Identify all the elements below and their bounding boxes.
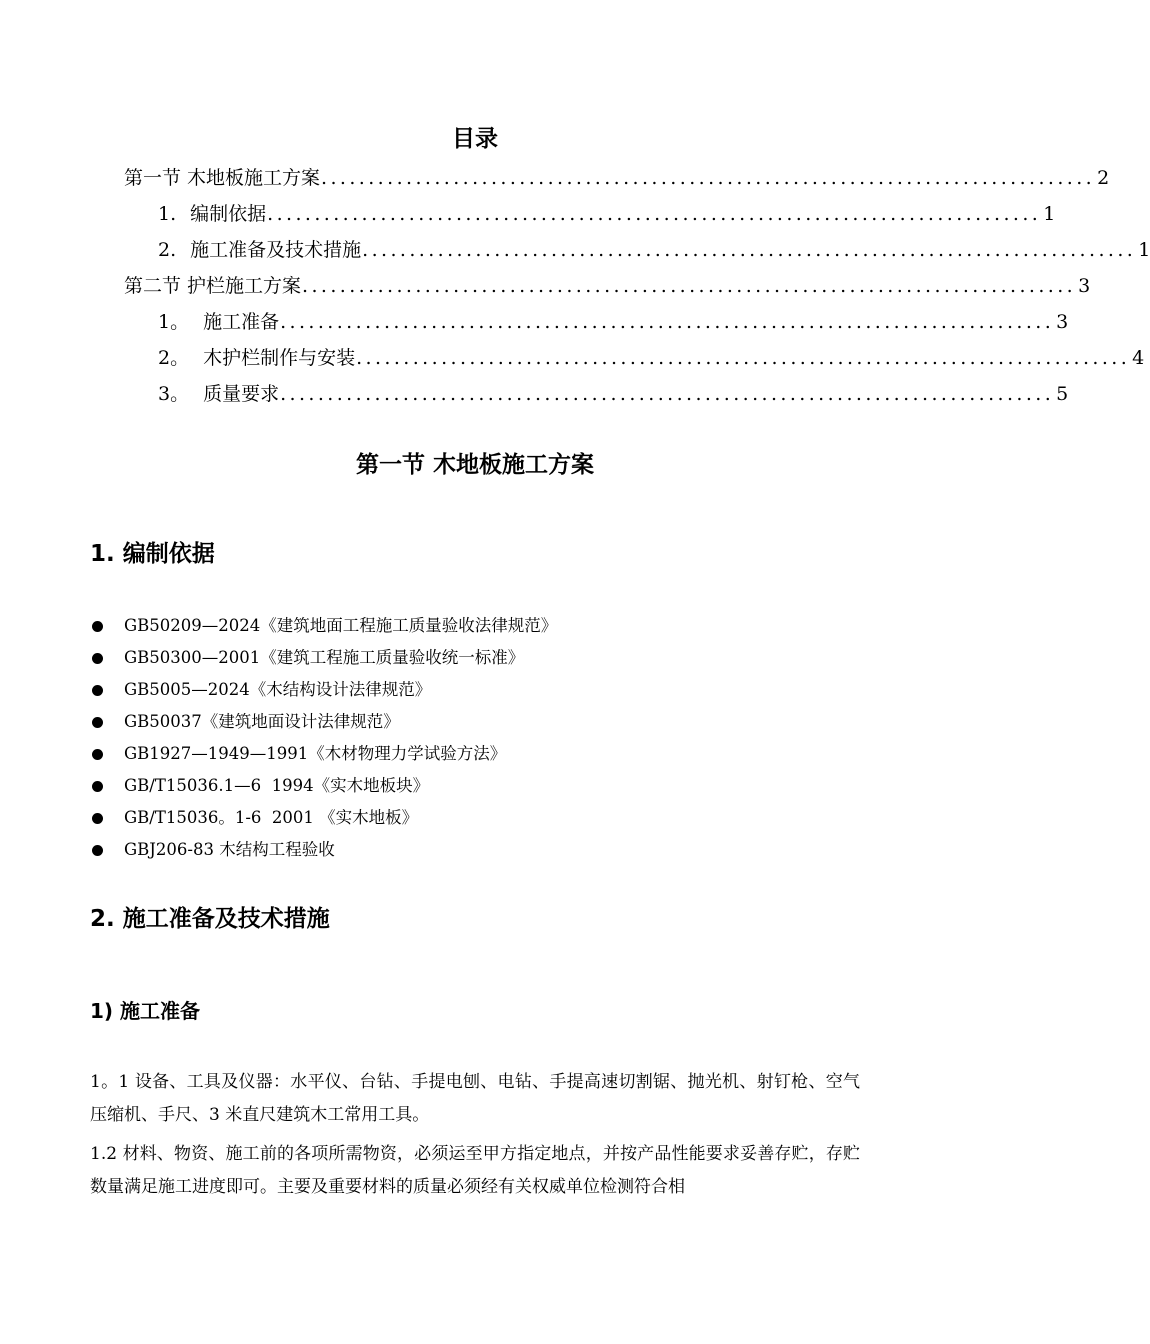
toc-entry-page: 2 [1097,167,1110,189]
bullet-icon [92,781,103,792]
bullet-icon [92,653,103,664]
toc-entry-text: 编制依据 [190,203,267,225]
toc-entry[interactable] [124,268,1091,304]
list-item [90,642,870,674]
standard-text: GB50209—2024《建筑地面工程施工质量验收法律规范》 [124,616,558,635]
toc-leader-dots: .................................................................................. [321,167,1096,189]
toc-entry[interactable] [124,196,1056,232]
list-item [90,610,870,642]
toc-leader-dots: .................................................................................. [280,383,1055,405]
bullet-icon [92,621,103,632]
standard-text: GB50300—2001《建筑工程施工质量验收统一标准》 [124,648,525,667]
list-item [90,834,870,866]
toc-entry-page: 5 [1056,383,1069,405]
toc-entry-number: 3。 [158,383,190,405]
bullet-icon [92,749,103,760]
toc-leader-dots: .................................................................................. [302,275,1077,297]
toc-entry-text: 木护栏制作与安装 [203,347,356,369]
list-item [90,738,870,770]
heading-basis: 1. 编制依据 [90,541,215,567]
standard-text: GB50037《建筑地面设计法律规范》 [124,712,400,731]
list-item [90,674,870,706]
toc-entry[interactable] [124,376,1069,412]
toc-entry-text: 施工准备及技术措施 [190,239,362,261]
standard-text: GB/T15036。1-6 2001 《实木地板》 [124,808,419,827]
paragraph-equipment: 1。1 设备、工具及仪器：水平仪、台钻、手提电刨、电钻、手提高速切割锯、抛光机、射钉枪、空气压缩机、手尺、3 米直尺建筑木工常用工具。 [90,1072,860,1125]
table-of-contents [124,160,1150,412]
list-item [90,802,870,834]
standard-text: GB/T15036.1—6 1994《实木地板块》 [124,776,430,795]
bullet-icon [92,845,103,856]
toc-entry-text: 第二节 护栏施工方案 [124,275,302,297]
bullet-icon [92,685,103,696]
toc-entry-number: 1。 [158,311,190,333]
toc-entry-page: 1 [1138,239,1150,261]
bullet-icon [92,717,103,728]
toc-entry-page: 3 [1078,275,1091,297]
paragraph-materials: 1.2 材料、物资、施工前的各项所需物资，必须运至甲方指定地点，并按产品性能要求妥善存贮，存贮数量满足施工进度即可。主要及重要材料的质量必须经有关权威单位检测符合相 [90,1144,860,1197]
standards-list [90,610,870,866]
toc-entry-page: 1 [1043,203,1056,225]
bullet-icon [92,813,103,824]
toc-entry-text: 质量要求 [203,383,280,405]
toc-entry-text: 施工准备 [203,311,280,333]
toc-entry[interactable] [124,160,1110,196]
toc-entry-number: 2. [158,239,177,261]
section-title: 第一节 木地板施工方案 [355,452,594,478]
toc-leader-dots: .................................................................................. [267,203,1042,225]
subheading-construction-prep: 1) 施工准备 [90,999,201,1023]
toc-entry-number: 2。 [158,347,190,369]
toc-leader-dots: .................................................................................. [356,347,1131,369]
toc-entry-page: 4 [1132,347,1145,369]
toc-entry-number: 1. [158,203,177,225]
toc-entry[interactable] [124,304,1069,340]
toc-entry[interactable] [124,232,1150,268]
heading-preparation: 2. 施工准备及技术措施 [90,906,330,932]
standard-text: GB1927—1949—1991《木材物理力学试验方法》 [124,744,507,763]
toc-entry-text: 第一节 木地板施工方案 [124,167,321,189]
toc-title: 目录 [452,126,498,152]
toc-entry[interactable] [124,340,1145,376]
toc-entry-page: 3 [1056,311,1069,333]
list-item [90,770,870,802]
list-item [90,706,870,738]
standard-text: GBJ206-83 木结构工程验收 [124,840,335,859]
standard-text: GB5005—2024《木结构设计法律规范》 [124,680,432,699]
toc-leader-dots: .................................................................................. [280,311,1055,333]
toc-leader-dots: .................................................................................. [362,239,1137,261]
